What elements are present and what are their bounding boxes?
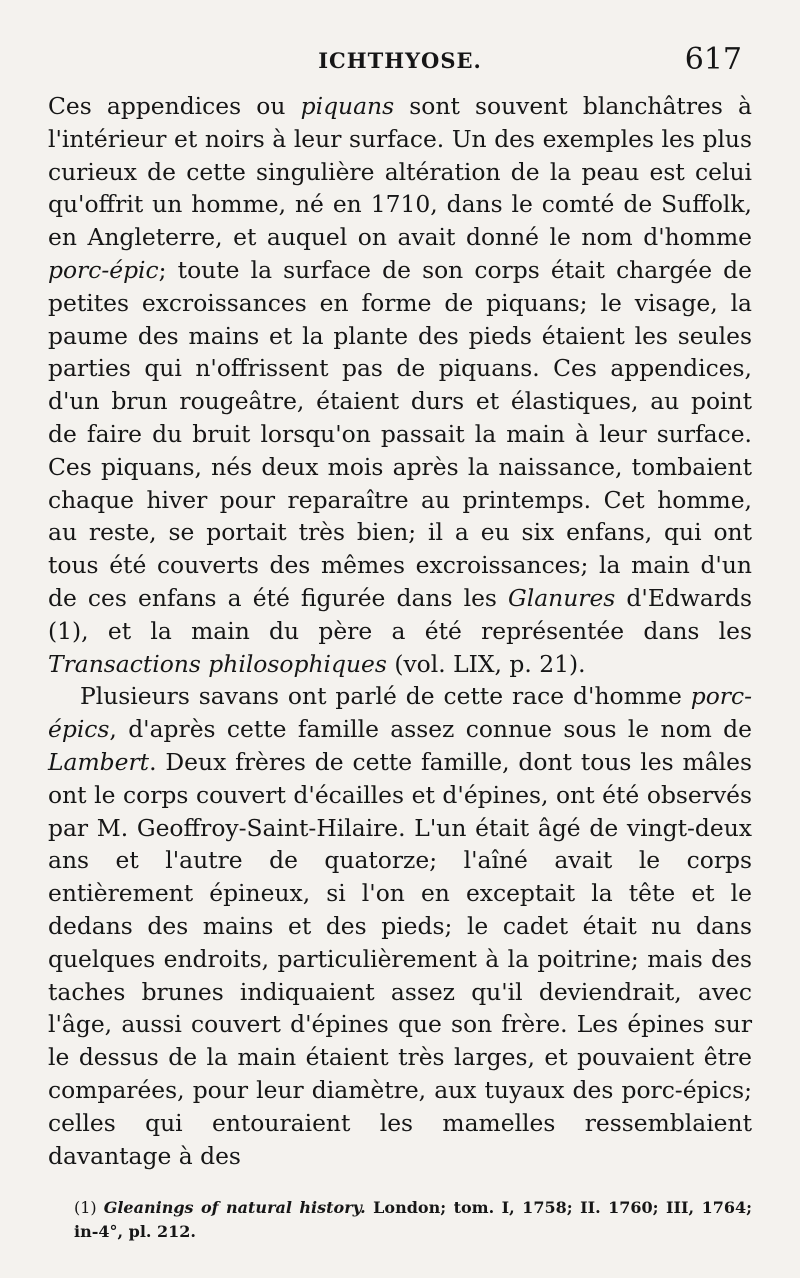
text-run: (vol. LIX, p. 21).: [386, 649, 586, 678]
text-run: sont souvent blanchâtres à l'intérieur et noirs à leur surface. Un des exemples les plus curieux de cette singulière altération de la peau est celui qu'offrit un homme, né en 1710, dans le comté de Suffolk, en Angleterre, et auquel on avait donné le nom d'homme: [48, 92, 752, 252]
footnote-title: Gleanings of natural history.: [103, 1198, 366, 1218]
italic-text: porc-épics: [48, 682, 752, 744]
footnote-marker: (1): [74, 1198, 97, 1218]
text-run: Plusieurs savans ont parlé de cette race d'homme: [80, 682, 691, 711]
running-title: ICHTHYOSE.: [318, 48, 482, 73]
page-number: 617: [684, 42, 742, 77]
italic-text: Glanures: [508, 583, 616, 612]
page-header: [48, 42, 752, 90]
text-run: ; toute la surface de son corps était chargée de petites excroissances en forme de piquans; le visage, la paume des mains et la plante des pieds étaient les seules parties qui n'offrissent pas de piquans. Ces appendices, d'un brun rougeâtre, étaient durs et élastiques, au point de faire du bruit lorsqu'on passait la main à leur surface. Ces piquans, nés deux mois après la naissance, tombaient chaque hiver pour reparaître au printemps. Cet homme, au reste, se portait très bien; il a eu six enfans, qui ont tous été couverts des mêmes excroissances; la main d'un de ces enfans a été figurée dans les: [48, 255, 752, 612]
italic-text: porc-épic: [48, 255, 159, 284]
italic-text: piquans: [300, 92, 395, 120]
italic-text: Lambert: [48, 747, 150, 776]
text-run: d'Edwards (1), et la main du père a été représentée dans les: [48, 583, 753, 645]
paragraph-2: [48, 680, 752, 1172]
italic-text: Transactions philosophiques: [48, 649, 387, 678]
body-text: [48, 90, 752, 1172]
footnote-text: London; tom. I, 1758; II. 1760; III, 1764; in-4°, pl. 212.: [74, 1198, 753, 1242]
paragraph-1: [48, 90, 752, 680]
footnote: [48, 1196, 752, 1244]
text-run: . Deux frères de cette famille, dont tous les mâles ont le corps couvert d'écailles et d'épines, ont été observés par M. Geoffroy-Saint-Hilaire. L'un était âgé de vingt-deux ans et l'autre de quatorze; l'aîné avait le corps entièrement épineux, si l'on en exceptait la tête et le dedans des mains et des pieds; le cadet était nu dans quelques endroits, particulièrement à la poitrine; mais des taches brunes indiquaient assez qu'il deviendrait, avec l'âge, aussi couvert d'épines que son frère. Les épines sur le dessus de la main étaient très larges, et pouvaient être comparées, pour leur diamètre, aux tuyaux des porc-épics; celles qui entouraient les mamelles ressemblaient davantage à des: [48, 747, 752, 1170]
text-run: , d'après cette famille assez connue sous le nom de: [109, 715, 752, 744]
text-run: Ces appendices ou: [48, 92, 301, 120]
